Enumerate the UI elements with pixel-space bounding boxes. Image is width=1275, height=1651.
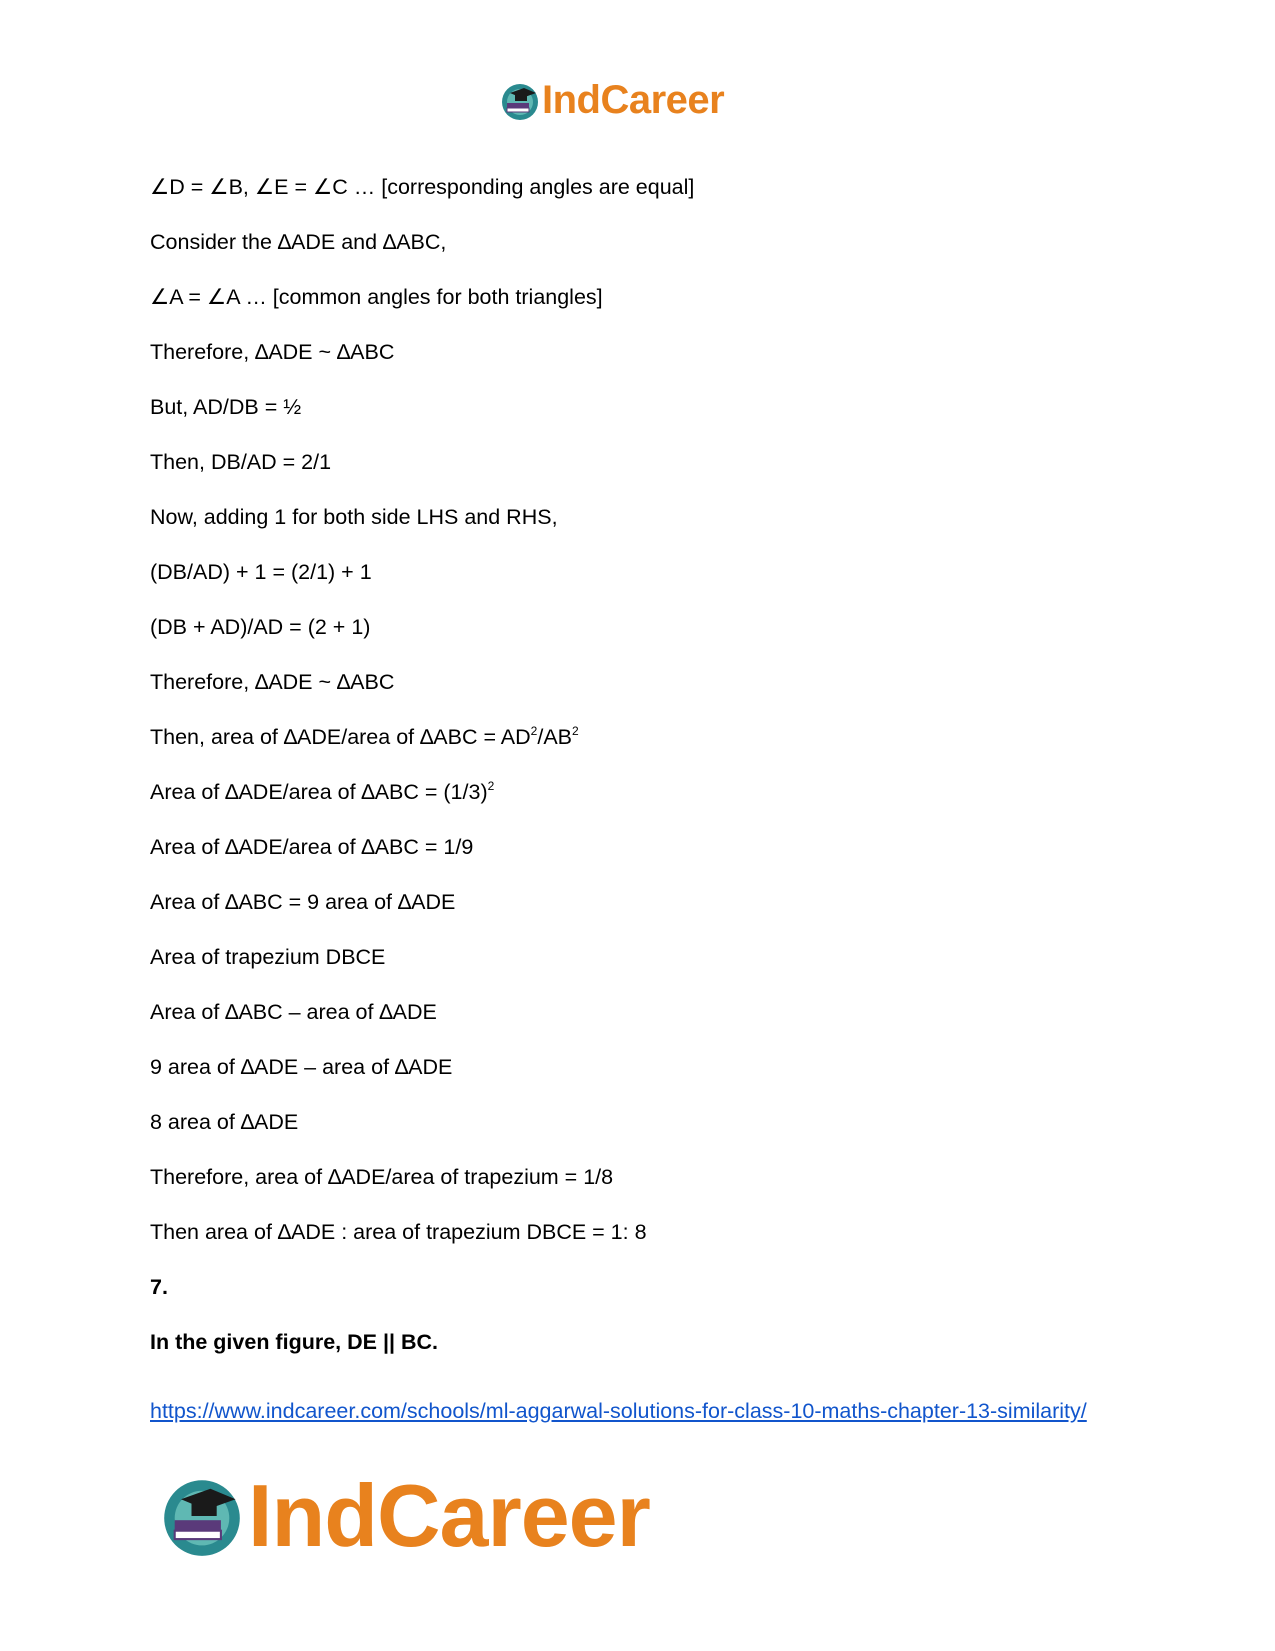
text-line: Therefore, area of ∆ADE/area of trapezium = 1/8 xyxy=(150,1165,614,1189)
text-line-with-superscripts xyxy=(150,724,1130,779)
text-line: Area of ∆ADE/area of ∆ABC = 1/9 xyxy=(150,835,474,859)
text-line: Then area of ∆ADE : area of trapezium DBCE = 1: 8 xyxy=(150,1220,647,1244)
graduation-cap-book-icon xyxy=(160,1474,244,1558)
text-line: Now, adding 1 for both side LHS and RHS, xyxy=(150,505,558,529)
text-line: Therefore, ∆ADE ~ ∆ABC xyxy=(150,340,395,364)
source-link[interactable]: https://www.indcareer.com/schools/ml-aggarwal-solutions-for-class-10-maths-chapter-13-similarity/ xyxy=(150,1399,1087,1423)
text-line: Therefore, ∆ADE ~ ∆ABC xyxy=(150,670,395,694)
text-line: ∠A = ∠A … [common angles for both triangles] xyxy=(150,285,603,309)
question-text: In the given figure, DE || BC. xyxy=(150,1330,438,1354)
question-number: 7. xyxy=(150,1275,168,1299)
text-line-with-superscript xyxy=(150,779,1130,834)
text-line: Area of trapezium DBCE xyxy=(150,945,386,969)
text-line: (DB/AD) + 1 = (2/1) + 1 xyxy=(150,560,372,584)
logo-text: IndCareer xyxy=(248,1466,650,1565)
superscript: 2 xyxy=(530,724,538,738)
text-line: Then, DB/AD = 2/1 xyxy=(150,450,332,474)
logo-text: IndCareer xyxy=(542,78,725,122)
text-line: ∠D = ∠B, ∠E = ∠C … [corresponding angles are equal] xyxy=(150,175,695,199)
header-logo xyxy=(500,78,724,123)
graduation-cap-book-icon xyxy=(500,81,540,121)
text-segment: /AB xyxy=(537,725,572,749)
superscript: 2 xyxy=(487,779,495,793)
superscript: 2 xyxy=(572,724,579,738)
text-line: Consider the ∆ADE and ∆ABC, xyxy=(150,230,447,254)
text-segment: Area of ∆ADE/area of ∆ABC = (1/3) xyxy=(150,780,488,804)
document-body xyxy=(150,174,1130,1384)
text-line: (DB + AD)/AD = (2 + 1) xyxy=(150,615,371,639)
text-line: 8 area of ∆ADE xyxy=(150,1110,299,1134)
text-line: 9 area of ∆ADE – area of ∆ADE xyxy=(150,1055,453,1079)
text-line: Area of ∆ABC – area of ∆ADE xyxy=(150,1000,437,1024)
text-segment: Then, area of ∆ADE/area of ∆ABC = AD xyxy=(150,725,531,749)
footer-logo xyxy=(160,1465,650,1567)
text-line: But, AD/DB = ½ xyxy=(150,395,302,419)
text-line: Area of ∆ABC = 9 area of ∆ADE xyxy=(150,890,456,914)
